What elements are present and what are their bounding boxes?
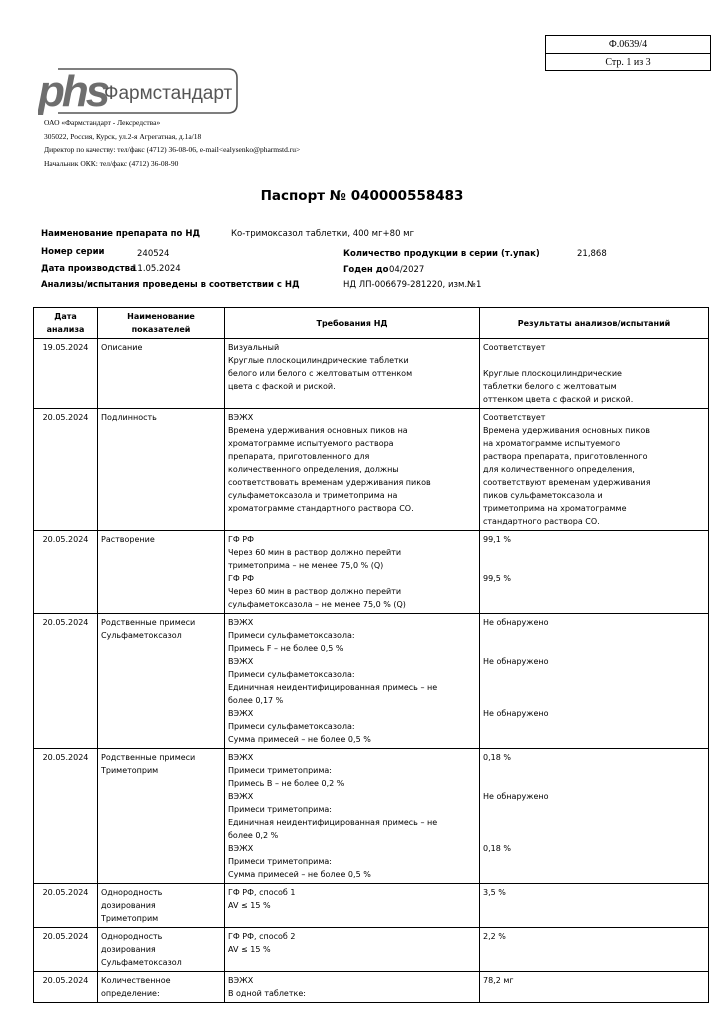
cell-line: Соответствует xyxy=(483,413,546,422)
cell-line: Единичная неидентифицированная примесь – не xyxy=(228,818,438,827)
cell-line: Не обнаружено xyxy=(483,657,549,666)
cell-line: 0,18 % xyxy=(483,753,511,762)
row-requirements xyxy=(225,749,480,884)
cell-line: Сульфаметоксазол xyxy=(101,958,182,967)
cell-line: Визуальный xyxy=(228,343,280,352)
cell-line: сульфаметоксазола и триметоприма на xyxy=(228,491,398,500)
cell-line xyxy=(483,868,705,881)
cell-line: препарата, приготовленного для xyxy=(228,452,370,461)
cell-line: Соответствует xyxy=(483,343,546,352)
cell-line: Примеси сульфаметоксазола: xyxy=(228,722,355,731)
logo-name: Фармстандарт xyxy=(104,83,233,104)
cell-line xyxy=(483,546,705,559)
cell-line: ВЭЖХ xyxy=(228,753,254,762)
company-logo xyxy=(38,66,238,116)
cell-line xyxy=(483,598,705,611)
cell-line: Примеси сульфаметоксазола: xyxy=(228,670,355,679)
cell-line: ВЭЖХ xyxy=(228,709,254,718)
cell-line xyxy=(483,629,705,642)
cell-line: Не обнаружено xyxy=(483,792,549,801)
cell-line: Триметоприм xyxy=(101,914,159,923)
expiry-label: Годен до xyxy=(343,265,389,275)
cell-line: Через 60 мин в раствор должно перейти xyxy=(228,548,402,557)
row-indicator xyxy=(98,614,225,749)
production-date-value: 11.05.2024 xyxy=(132,264,181,274)
cell-line: Примеси триметоприма: xyxy=(228,766,332,775)
cell-line: Растворение xyxy=(101,535,155,544)
form-code: Ф.0639/4 xyxy=(608,39,648,50)
cell-line: Времена удерживания основных пиков на xyxy=(228,426,408,435)
analysis-standard-value: НД ЛП-006679-281220, изм.№1 xyxy=(343,280,482,290)
cell-line: Сульфаметоксазол xyxy=(101,631,182,640)
cell-line xyxy=(483,642,705,655)
cell-line: AV ≤ 15 % xyxy=(228,901,271,910)
qc-head-contact: Начальник ОКК: тел/факс (4712) 36-08-90 xyxy=(44,158,179,168)
cell-line xyxy=(483,829,705,842)
table-row xyxy=(34,972,709,1003)
cell-line: Триметоприм xyxy=(101,766,159,775)
cell-line: Примесь F – не более 0,5 % xyxy=(228,644,344,653)
cell-line: триметоприма – не менее 75,0 % (Q) xyxy=(228,561,384,570)
analysis-standard-label: Анализы/испытания проведены в соответствии с НД xyxy=(41,280,300,290)
cell-line: Сумма примесей – не более 0,5 % xyxy=(228,870,371,879)
logo-mark: phs xyxy=(38,67,108,116)
quantity-label: Количество продукции в серии (т.упак) xyxy=(343,249,540,259)
cell-line xyxy=(483,764,705,777)
row-date: 20.05.2024 xyxy=(34,531,98,614)
cell-line: раствора препарата, приготовленного xyxy=(483,452,648,461)
cell-line: Круглые плоскоцилиндрические xyxy=(483,369,622,378)
row-requirements xyxy=(225,884,480,928)
cell-line xyxy=(483,559,705,572)
row-result xyxy=(480,884,709,928)
cell-line: дозирования xyxy=(101,945,156,954)
cell-line xyxy=(483,777,705,790)
cell-line: определение: xyxy=(101,989,160,998)
cell-line: 2,2 % xyxy=(483,932,506,941)
cell-line: Примеси сульфаметоксазола: xyxy=(228,631,355,640)
row-result xyxy=(480,749,709,884)
cell-line: таблетки белого с желтоватым xyxy=(483,382,617,391)
cell-line: более 0,2 % xyxy=(228,831,279,840)
series-value: 240524 xyxy=(137,249,170,259)
table-row xyxy=(34,339,709,409)
cell-line: Сумма примесей – не более 0,5 % xyxy=(228,735,371,744)
cell-line: Времена удерживания основных пиков xyxy=(483,426,651,435)
drug-name-label: Наименование препарата по НД xyxy=(41,229,201,239)
cell-line: ВЭЖХ xyxy=(228,844,254,853)
cell-line: ВЭЖХ xyxy=(228,618,254,627)
cell-line: 99,5 % xyxy=(483,574,511,583)
cell-line: хроматограмме стандартного раствора СО. xyxy=(228,504,414,513)
table-row xyxy=(34,614,709,749)
row-result xyxy=(480,531,709,614)
cell-line: Родственные примеси xyxy=(101,753,196,762)
cell-line: AV ≤ 15 % xyxy=(228,945,271,954)
cell-line: Примеси триметоприма: xyxy=(228,857,332,866)
company-address: 305022, Россия, Курск, ул.2-я Агрегатная, д.1а/18 xyxy=(44,131,202,141)
row-requirements xyxy=(225,972,480,1003)
row-date: 20.05.2024 xyxy=(34,614,98,749)
cell-line: оттенком цвета с фаской и риской. xyxy=(483,395,634,404)
row-date: 20.05.2024 xyxy=(34,928,98,972)
table-row xyxy=(34,884,709,928)
cell-line: Не обнаружено xyxy=(483,618,549,627)
row-requirements xyxy=(225,339,480,409)
page-number: Стр. 1 из 3 xyxy=(546,53,710,71)
row-result xyxy=(480,614,709,749)
cell-line: количественного определения, должны xyxy=(228,465,399,474)
cell-line: дозирования xyxy=(101,901,156,910)
header-requirements: Требования НД xyxy=(225,308,480,339)
cell-line: ВЭЖХ xyxy=(228,657,254,666)
cell-line: ВЭЖХ xyxy=(228,413,254,422)
cell-line xyxy=(483,694,705,707)
header-indicator: Наименование показателей xyxy=(98,308,225,339)
row-indicator xyxy=(98,749,225,884)
cell-line: Однородность xyxy=(101,932,163,941)
row-indicator xyxy=(98,409,225,531)
quantity-value: 21,868 xyxy=(577,249,607,259)
cell-line: хроматограмме испытуемого раствора xyxy=(228,439,394,448)
cell-line xyxy=(483,668,705,681)
cell-line: ВЭЖХ xyxy=(228,792,254,801)
cell-line: Примеси триметоприма: xyxy=(228,805,332,814)
cell-line xyxy=(483,585,705,598)
cell-line: Количественное xyxy=(101,976,171,985)
row-indicator xyxy=(98,972,225,1003)
row-indicator xyxy=(98,339,225,409)
cell-line: 0,18 % xyxy=(483,844,511,853)
table-row xyxy=(34,531,709,614)
cell-line: Описание xyxy=(101,343,143,352)
row-requirements xyxy=(225,409,480,531)
table-header-row xyxy=(34,308,709,339)
cell-line: на хроматограмме испытуемого xyxy=(483,439,621,448)
cell-line: цвета с фаской и риской. xyxy=(228,382,336,391)
row-indicator xyxy=(98,928,225,972)
cell-line xyxy=(483,720,705,733)
cell-line: Подлинность xyxy=(101,413,157,422)
row-date: 20.05.2024 xyxy=(34,972,98,1003)
cell-line: 3,5 % xyxy=(483,888,506,897)
cell-line xyxy=(483,816,705,829)
cell-line: ГФ РФ xyxy=(228,574,255,583)
row-result xyxy=(480,339,709,409)
row-requirements xyxy=(225,614,480,749)
cell-line: стандартного раствора СО. xyxy=(483,517,600,526)
cell-line: пиков сульфаметоксазола и xyxy=(483,491,603,500)
company-name: ОАО «Фармстандарт - Лексредства» xyxy=(44,118,161,127)
series-label: Номер серии xyxy=(41,247,105,257)
row-result xyxy=(480,409,709,531)
cell-line: сульфаметоксазола – не менее 75,0 % (Q) xyxy=(228,600,406,609)
cell-line: соответствуют временам удерживания xyxy=(483,478,651,487)
row-date: 19.05.2024 xyxy=(34,339,98,409)
cell-line: Единичная неидентифицированная примесь – не xyxy=(228,683,438,692)
cell-line: 99,1 % xyxy=(483,535,511,544)
cell-line xyxy=(483,803,705,816)
row-result xyxy=(480,972,709,1003)
cell-line: более 0,17 % xyxy=(228,696,284,705)
row-requirements xyxy=(225,531,480,614)
row-date: 20.05.2024 xyxy=(34,409,98,531)
cell-line: триметоприма на хроматограмме xyxy=(483,504,627,513)
row-indicator xyxy=(98,884,225,928)
cell-line: ВЭЖХ xyxy=(228,976,254,985)
cell-line xyxy=(483,855,705,868)
row-result xyxy=(480,928,709,972)
cell-line xyxy=(483,354,705,367)
header-date: Дата анализа xyxy=(34,308,98,339)
analysis-table xyxy=(33,307,709,1003)
cell-line xyxy=(483,681,705,694)
cell-line: ГФ РФ xyxy=(228,535,255,544)
header-results: Результаты анализов/испытаний xyxy=(480,308,709,339)
cell-line: Через 60 мин в раствор должно перейти xyxy=(228,587,402,596)
cell-line: Примесь В – не более 0,2 % xyxy=(228,779,345,788)
cell-line: В одной таблетке: xyxy=(228,989,306,998)
cell-line: 78,2 мг xyxy=(483,976,514,985)
cell-line: белого или белого с желтоватым оттенком xyxy=(228,369,413,378)
cell-line xyxy=(483,733,705,746)
cell-line: для количественного определения, xyxy=(483,465,635,474)
row-date: 20.05.2024 xyxy=(34,749,98,884)
drug-name-value: Ко-тримоксазол таблетки, 400 мг+80 мг xyxy=(231,229,415,239)
row-requirements xyxy=(225,928,480,972)
row-indicator xyxy=(98,531,225,614)
cell-line: Не обнаружено xyxy=(483,709,549,718)
cell-line: Однородность xyxy=(101,888,163,897)
cell-line: соответствовать временам удерживания пиков xyxy=(228,478,431,487)
cell-line: ГФ РФ, способ 1 xyxy=(228,888,296,897)
row-date: 20.05.2024 xyxy=(34,884,98,928)
cell-line: Родственные примеси xyxy=(101,618,196,627)
quality-director-contact: Директор по качеству: тел/факс (4712) 36-08-06, e-mail<ealysenko@pharmstd.ru> xyxy=(44,145,301,154)
page-title: Паспорт № 040000558483 xyxy=(260,188,464,204)
production-date-label: Дата производства xyxy=(41,264,136,274)
cell-line: Круглые плоскоцилиндрические таблетки xyxy=(228,356,409,365)
table-row xyxy=(34,409,709,531)
form-code-box xyxy=(545,35,711,71)
table-row xyxy=(34,928,709,972)
company-info xyxy=(44,116,300,170)
table-row xyxy=(34,749,709,884)
cell-line: ГФ РФ, способ 2 xyxy=(228,932,296,941)
expiry-value: 04/2027 xyxy=(389,265,425,275)
